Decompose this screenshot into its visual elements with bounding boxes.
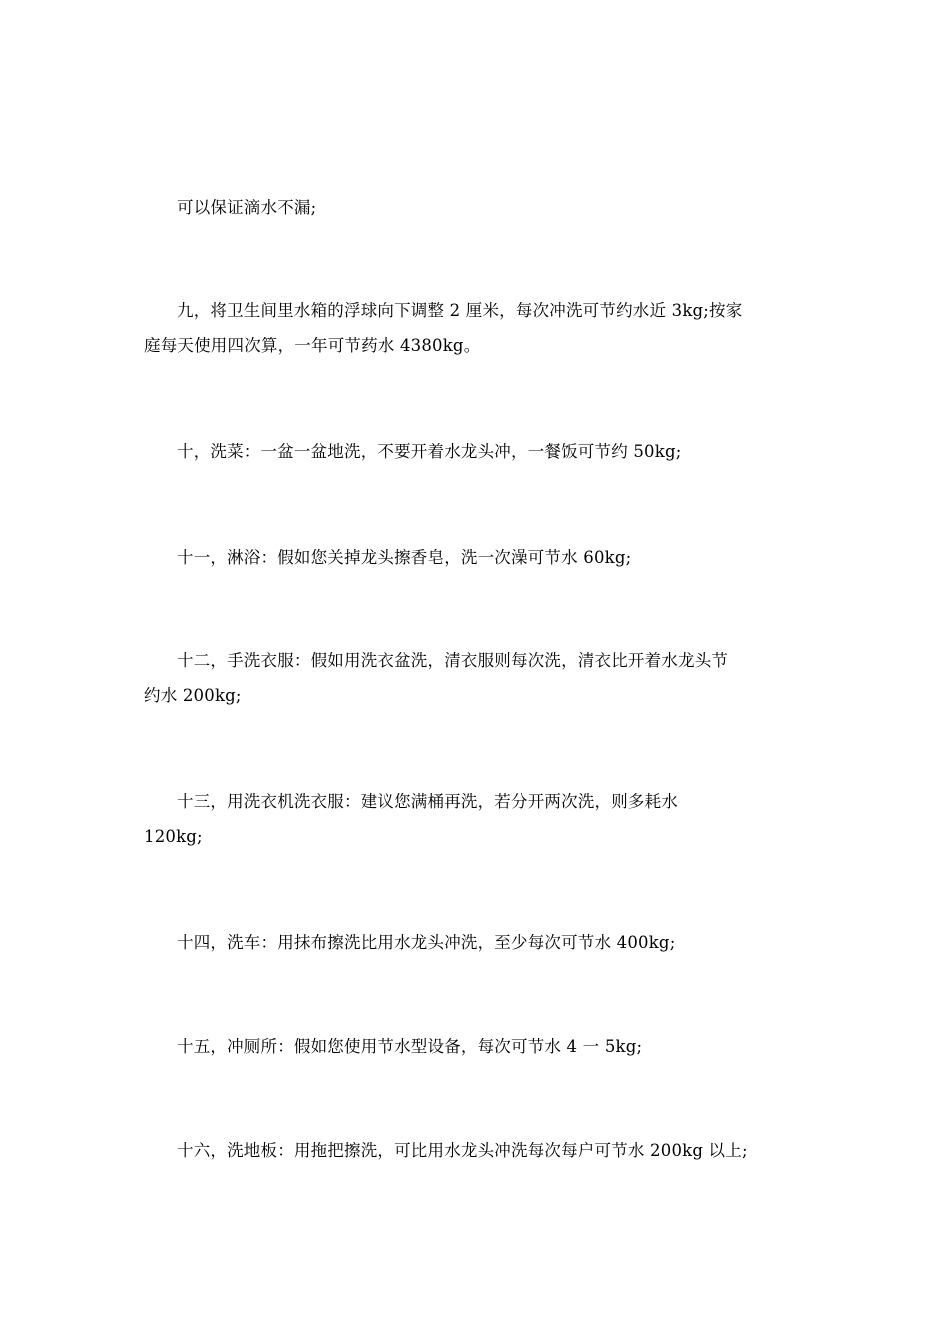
paragraph-line: 十二，手洗衣服：假如用洗衣盆洗，清衣服则每次洗，清衣比开着水龙头节 xyxy=(177,651,729,670)
paragraph-item-10 xyxy=(144,434,816,469)
paragraph-line: 120kg; xyxy=(144,827,203,846)
paragraph-item-14 xyxy=(144,925,816,960)
paragraph-line: 十四，洗车：用抹布擦洗比用水龙头冲洗，至少每次可节水 400kg; xyxy=(177,933,676,952)
paragraph-item-11 xyxy=(144,540,816,575)
paragraph-line: 十，洗菜：一盆一盆地洗，不要开着水龙头冲，一餐饭可节约 50kg; xyxy=(177,442,682,461)
paragraph-line: 约水 200kg; xyxy=(144,686,242,705)
paragraph-line: 十六，洗地板：用拖把擦洗，可比用水龙头冲洗每次每户可节水 200kg 以上; xyxy=(177,1141,748,1160)
paragraph-line: 九，将卫生间里水箱的浮球向下调整 2 厘米，每次冲洗可节约水近 3kg;按家 xyxy=(177,301,743,320)
paragraph-item-13 xyxy=(144,784,816,854)
paragraph-line: 十一，淋浴：假如您关掉龙头擦香皂，洗一次澡可节水 60kg; xyxy=(177,548,632,567)
paragraph-line: 庭每天使用四次算，一年可节药水 4380kg。 xyxy=(144,336,481,355)
paragraph-item-9 xyxy=(144,293,816,363)
paragraph-drip-proof xyxy=(144,190,816,225)
paragraph-line: 可以保证滴水不漏; xyxy=(177,198,317,217)
paragraph-line: 十五，冲厕所：假如您使用节水型设备，每次可节水 4 一 5kg; xyxy=(177,1037,643,1056)
paragraph-item-12 xyxy=(144,643,816,713)
paragraph-line: 十三，用洗衣机洗衣服：建议您满桶再洗，若分开两次洗，则多耗水 xyxy=(177,792,678,811)
paragraph-item-16 xyxy=(144,1133,816,1168)
paragraph-item-15 xyxy=(144,1029,816,1064)
